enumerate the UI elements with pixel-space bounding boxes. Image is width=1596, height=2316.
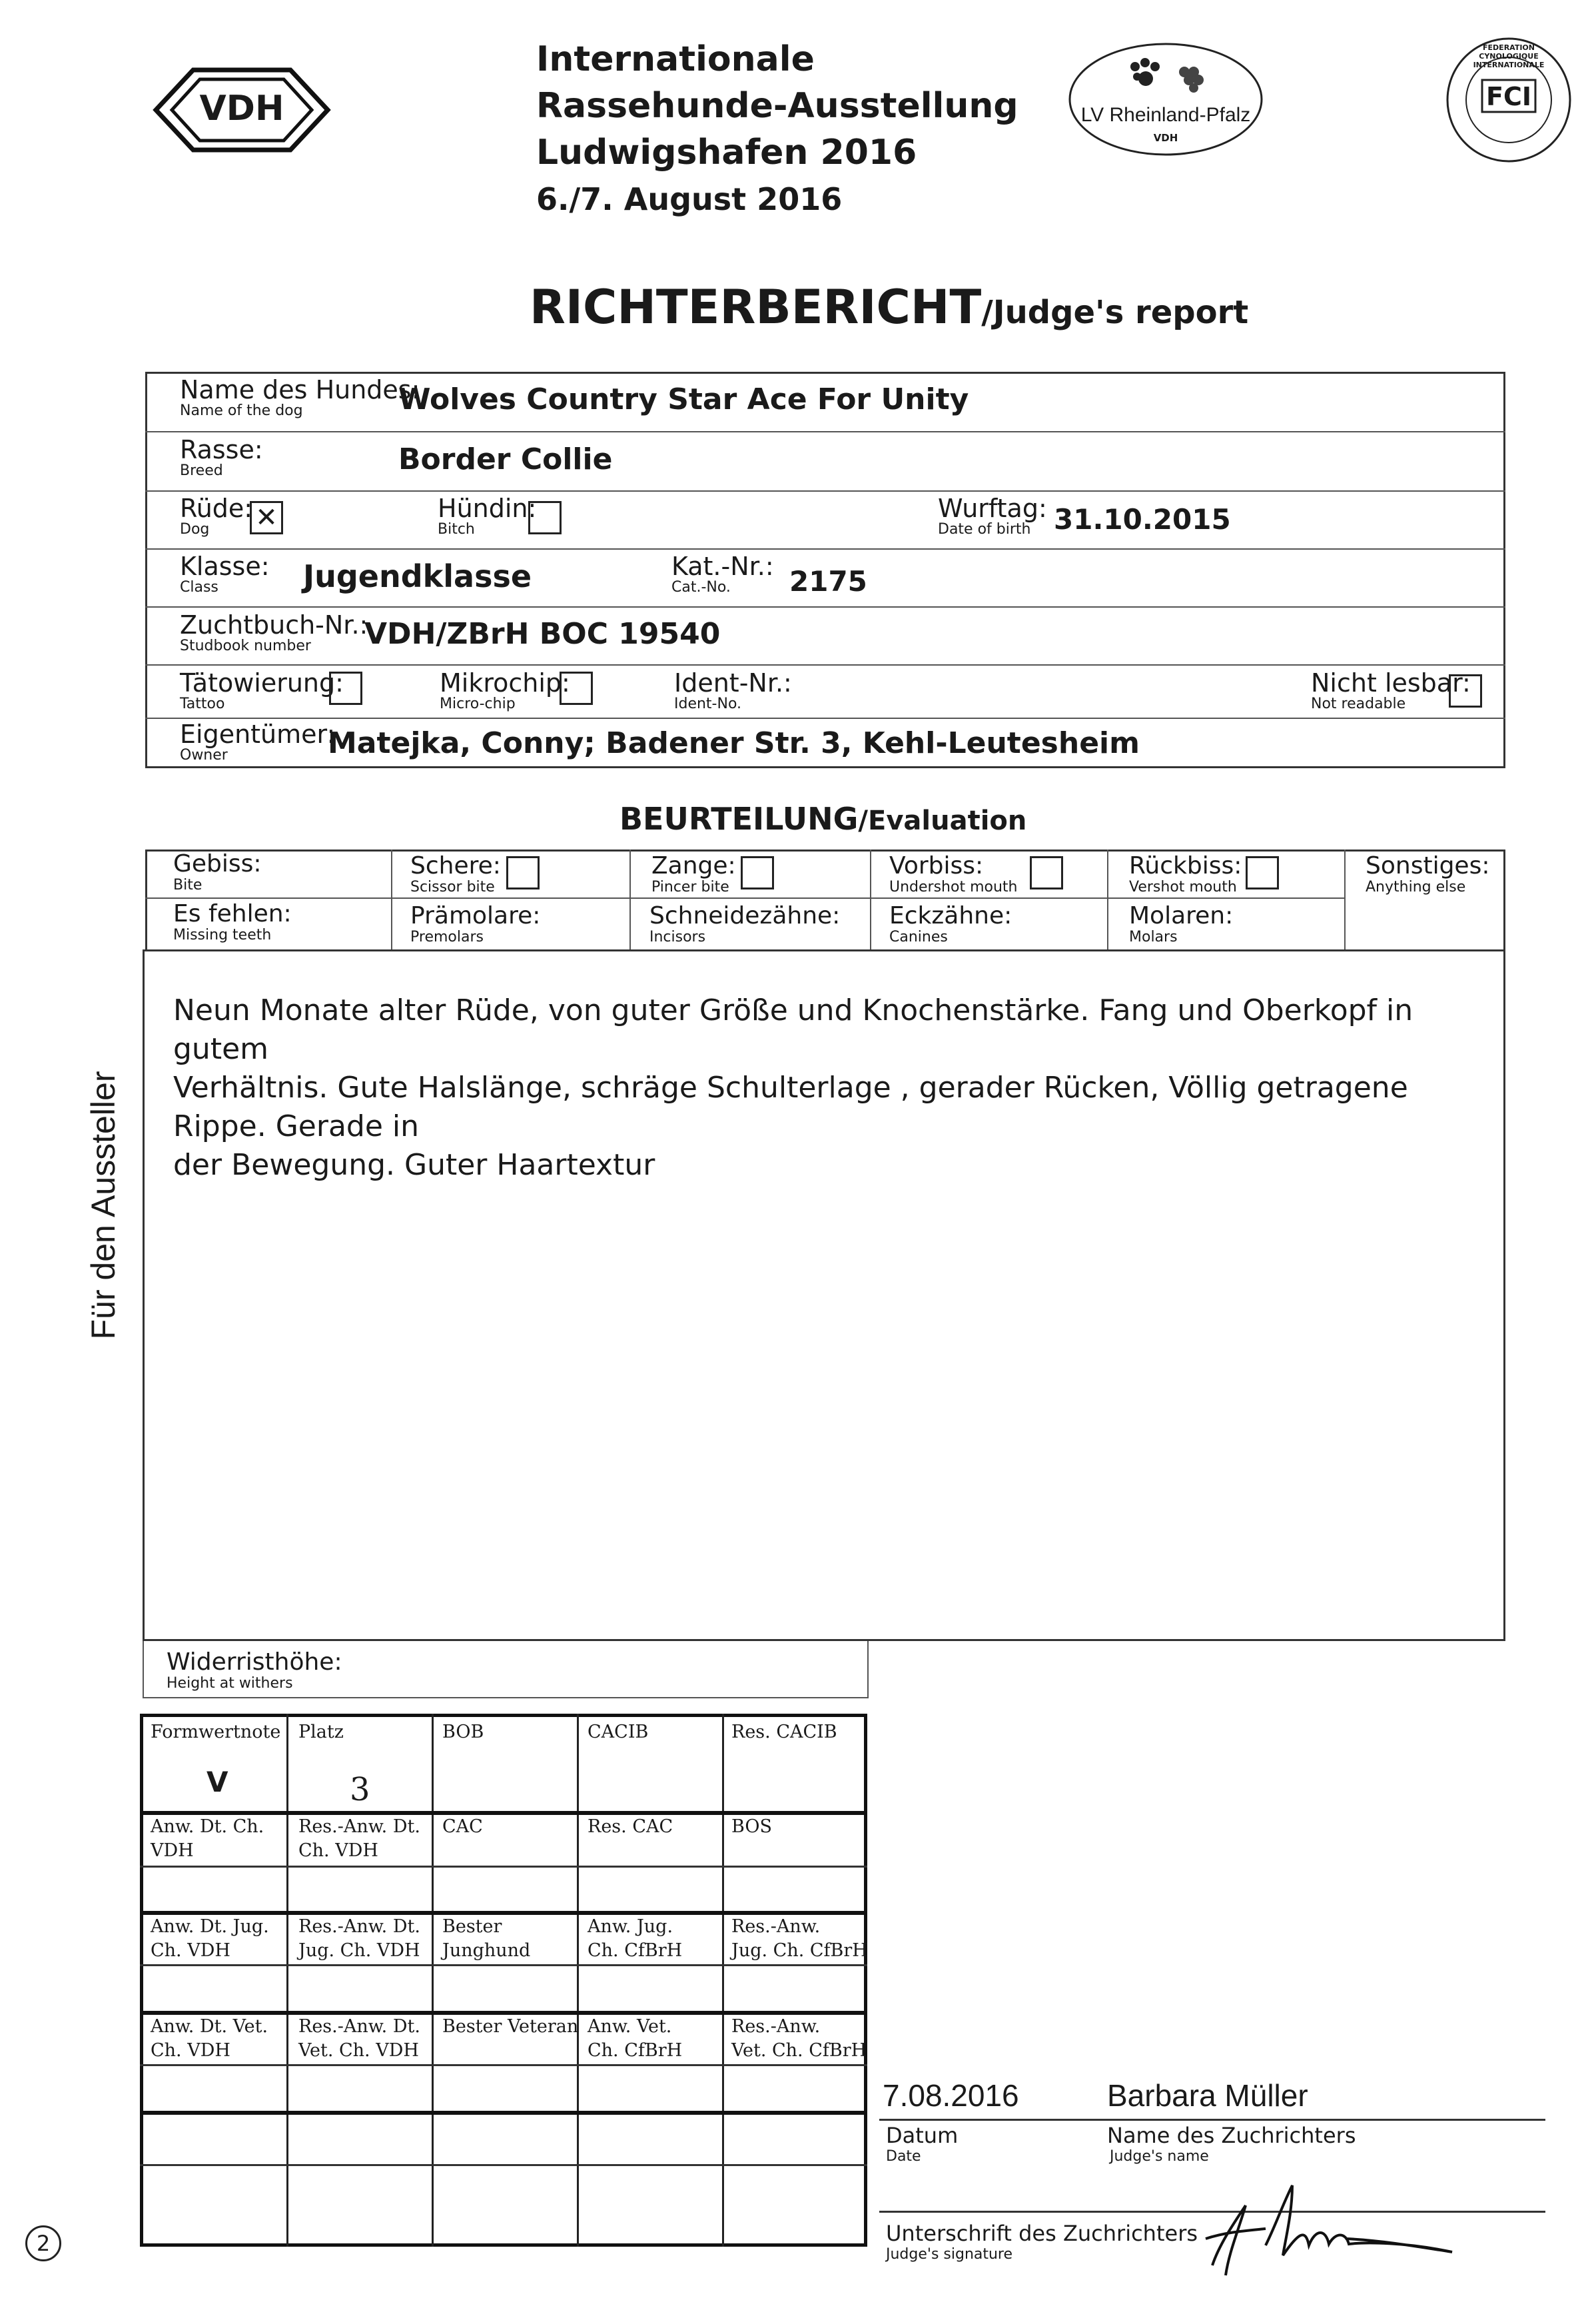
dob-label: Wurftag: <box>938 494 1047 523</box>
signature-sub: Judge's signature <box>886 2246 1013 2263</box>
incisor-label: Schneidezähne: <box>649 902 841 929</box>
bite-label: Gebiss: <box>173 850 262 877</box>
result-header-res-anw-jug-ch-cfbrh: Res.-Anw. Jug. Ch. CfBrH <box>731 1916 868 1961</box>
anything-else-cell <box>1366 853 1489 895</box>
unreadable-label: Nicht lesbar: <box>1311 668 1471 698</box>
missing-teeth-cell <box>173 901 292 943</box>
overshot-checkbox[interactable] <box>1246 856 1279 889</box>
breed-label: Rasse: <box>180 435 263 464</box>
male-checkbox[interactable]: ✕ <box>250 501 283 534</box>
fci-ring-text: FEDERATION CYNOLOGIQUE INTERNATIONALE <box>1473 43 1545 69</box>
male-field <box>180 495 252 538</box>
pincer-cell <box>651 853 736 895</box>
results-grid <box>140 1714 867 2247</box>
result-header-bester-junghund: Bester Junghund <box>442 1916 531 1961</box>
unreadable-sub: Not readable <box>1311 696 1406 712</box>
tattoo-label: Tätowierung: <box>180 668 344 698</box>
pincer-checkbox[interactable] <box>741 856 774 889</box>
female-checkbox[interactable] <box>528 501 562 534</box>
result-header-anw-jug-ch-cfbrh: Anw. Jug. Ch. CfBrH <box>588 1916 683 1961</box>
vdh-logo <box>152 63 332 157</box>
result-header-anw-vet-ch-cfbrh: Anw. Vet. Ch. CfBrH <box>588 2016 683 2061</box>
lv-rheinland-pfalz-logo <box>1066 40 1266 159</box>
page-title-main: RICHTERBERICHT <box>530 280 982 334</box>
report-line-2: Verhältnis. Gute Halslänge, schräge Schulterlage , gerader Rücken, Völlig getragene Rippe. Gerade in <box>173 1071 1408 1143</box>
premolar-cell <box>410 903 540 945</box>
pincer-label: Zange: <box>651 852 736 879</box>
event-title <box>536 36 1018 223</box>
event-line-2: Rassehunde-Ausstellung <box>536 86 1018 126</box>
bite-sub: Bite <box>173 877 202 893</box>
signature-label: Unterschrift des Zuchrichters <box>886 2221 1198 2246</box>
ident-field <box>674 670 792 712</box>
class-value: Jugendklasse <box>303 558 532 594</box>
date-label: Datum <box>886 2123 959 2148</box>
event-line-4: 6./7. August 2016 <box>536 181 843 217</box>
judge-name-value: Barbara Müller <box>1107 2078 1308 2113</box>
overshot-label: Rückbiss: <box>1129 852 1242 879</box>
tattoo-field <box>180 670 344 712</box>
chip-label: Mikrochip: <box>440 668 570 698</box>
male-label: Rüde: <box>180 494 253 523</box>
unreadable-checkbox[interactable] <box>1449 674 1482 708</box>
scissor-sub: Scissor bite <box>410 879 495 895</box>
breed-field <box>180 436 263 479</box>
ident-label: Ident-Nr.: <box>674 668 792 698</box>
result-header-bob: BOB <box>442 1722 484 1742</box>
report-line-3: der Bewegung. Guter Haartextur <box>173 1148 655 1182</box>
studbook-sub: Studbook number <box>180 638 311 654</box>
canine-label: Eckzähne: <box>889 902 1012 929</box>
incisor-sub: Incisors <box>649 929 706 945</box>
breed-value: Border Collie <box>398 442 613 476</box>
dog-name-label: Name des Hundes: <box>180 375 420 404</box>
cat-label: Kat.-Nr.: <box>671 552 774 581</box>
page-number: 2 <box>25 2225 61 2261</box>
cat-field <box>671 553 774 596</box>
overshot-cell <box>1129 853 1242 895</box>
scissor-checkbox[interactable] <box>506 856 540 889</box>
judge-name-field <box>1107 2122 1356 2165</box>
female-sub: Bitch <box>438 521 475 538</box>
molar-sub: Molars <box>1129 929 1178 945</box>
result-header-res-anw-vet-ch-cfbrh: Res.-Anw. Vet. Ch. CfBrH <box>731 2016 867 2061</box>
signature-field <box>886 2220 1198 2263</box>
tattoo-sub: Tattoo <box>180 696 225 712</box>
unreadable-field <box>1311 670 1471 712</box>
studbook-value: VDH/ZBrH BOC 19540 <box>364 617 721 651</box>
female-label: Hündin: <box>438 494 537 523</box>
result-header-formwertnote: Formwertnote <box>151 1722 281 1742</box>
missing-teeth-label: Es fehlen: <box>173 900 292 927</box>
premolar-sub: Premolars <box>410 929 484 945</box>
result-value-platz: 3 <box>350 1771 370 1808</box>
evaluation-heading-main: BEURTEILUNG <box>619 801 859 837</box>
result-header-cac: CAC <box>442 1816 483 1837</box>
result-header-res-cacib: Res. CACIB <box>731 1722 837 1742</box>
owner-label: Eigentümer: <box>180 720 336 749</box>
undershot-sub: Undershot mouth <box>889 879 1018 895</box>
fci-text: FCI <box>1486 82 1531 111</box>
incisor-cell <box>649 903 840 945</box>
event-line-3: Ludwigshafen 2016 <box>536 133 917 173</box>
result-header-res-anw-dt-vet-ch: Res.-Anw. Dt. Vet. Ch. VDH <box>298 2016 420 2061</box>
breed-sub: Breed <box>180 462 223 479</box>
pincer-sub: Pincer bite <box>651 879 729 895</box>
fci-logo <box>1445 37 1572 163</box>
chip-checkbox[interactable] <box>560 672 593 705</box>
owner-sub: Owner <box>180 747 228 764</box>
canine-cell <box>889 903 1012 945</box>
result-header-cacib: CACIB <box>588 1722 649 1742</box>
anything-else-sub: Anything else <box>1366 879 1466 895</box>
cat-sub: Cat.-No. <box>671 579 731 596</box>
undershot-label: Vorbiss: <box>889 852 984 879</box>
tattoo-checkbox[interactable] <box>329 672 362 705</box>
male-sub: Dog <box>180 521 210 538</box>
studbook-label: Zuchtbuch-Nr.: <box>180 610 368 640</box>
judge-signature <box>1166 2165 1472 2285</box>
overshot-sub: Vershot mouth <box>1129 879 1237 895</box>
molar-label: Molaren: <box>1129 902 1234 929</box>
undershot-cell <box>889 853 1017 895</box>
result-header-bester-veteran: Bester Veteran <box>442 2016 579 2037</box>
dob-value: 31.10.2015 <box>1054 503 1231 536</box>
result-header-res-anw-dt-jug-ch: Res.-Anw. Dt. Jug. Ch. VDH <box>298 1916 420 1961</box>
class-sub: Class <box>180 579 218 596</box>
event-line-1: Internationale <box>536 39 815 79</box>
result-header-anw-dt-vet-ch: Anw. Dt. Vet. Ch. VDH <box>151 2016 268 2061</box>
withers-sub: Height at withers <box>167 1675 293 1692</box>
judge-name-sub: Judge's name <box>1110 2148 1209 2165</box>
date-field <box>886 2122 958 2165</box>
scissor-cell <box>410 853 501 895</box>
result-header-res-cac: Res. CAC <box>588 1816 673 1837</box>
canine-sub: Canines <box>889 929 948 945</box>
cat-value: 2175 <box>789 565 867 598</box>
dob-sub: Date of birth <box>938 521 1031 538</box>
class-field <box>180 553 270 596</box>
missing-teeth-sub: Missing teeth <box>173 927 272 943</box>
lv-logo-small: VDH <box>1153 132 1178 144</box>
result-header-anw-dt-jug-ch: Anw. Dt. Jug. Ch. VDH <box>151 1916 269 1961</box>
lv-logo-text: LV Rheinland-Pfalz <box>1080 104 1251 126</box>
result-header-bos: BOS <box>731 1816 772 1837</box>
judge-name-label: Name des Zuchrichters <box>1107 2123 1356 2148</box>
undershot-checkbox[interactable] <box>1030 856 1063 889</box>
page-title <box>530 280 1248 334</box>
result-header-platz: Platz <box>298 1722 344 1742</box>
dog-name-sub: Name of the dog <box>180 402 303 419</box>
date-sub: Date <box>886 2148 921 2165</box>
page-title-sub: /Judge's report <box>981 294 1249 331</box>
scissor-label: Schere: <box>410 852 501 879</box>
chip-field <box>440 670 570 712</box>
vdh-logo-text: VDH <box>199 89 284 129</box>
female-field <box>438 495 536 538</box>
evaluation-heading <box>619 801 1026 837</box>
studbook-field <box>180 612 368 654</box>
report-text <box>173 991 1499 1185</box>
ident-sub: Ident-No. <box>674 696 742 712</box>
anything-else-label: Sonstiges: <box>1366 852 1490 879</box>
withers-field <box>167 1649 342 1692</box>
owner-value: Matejka, Conny; Badener Str. 3, Kehl-Leutesheim <box>328 726 1140 760</box>
bite-cell <box>173 851 262 893</box>
withers-label: Widerristhöhe: <box>167 1648 342 1676</box>
side-label: Für den Aussteller <box>85 1071 122 1340</box>
molar-cell <box>1129 903 1233 945</box>
premolar-label: Prämolare: <box>410 902 541 929</box>
result-header-anw-dt-ch: Anw. Dt. Ch. VDH <box>151 1816 264 1861</box>
dob-field <box>938 495 1047 538</box>
dog-name-value: Wolves Country Star Ace For Unity <box>398 382 969 416</box>
class-label: Klasse: <box>180 552 270 581</box>
chip-sub: Micro-chip <box>440 696 516 712</box>
owner-field <box>180 721 335 764</box>
report-line-1: Neun Monate alter Rüde, von guter Größe und Knochenstärke. Fang und Oberkopf in gutem <box>173 993 1413 1066</box>
evaluation-heading-sub: /Evaluation <box>858 806 1027 836</box>
dog-name-field <box>180 376 420 419</box>
result-value-formwertnote: V <box>206 1766 228 1798</box>
date-value: 7.08.2016 <box>883 2078 1019 2113</box>
result-header-res-anw-dt-ch: Res.-Anw. Dt. Ch. VDH <box>298 1816 420 1861</box>
